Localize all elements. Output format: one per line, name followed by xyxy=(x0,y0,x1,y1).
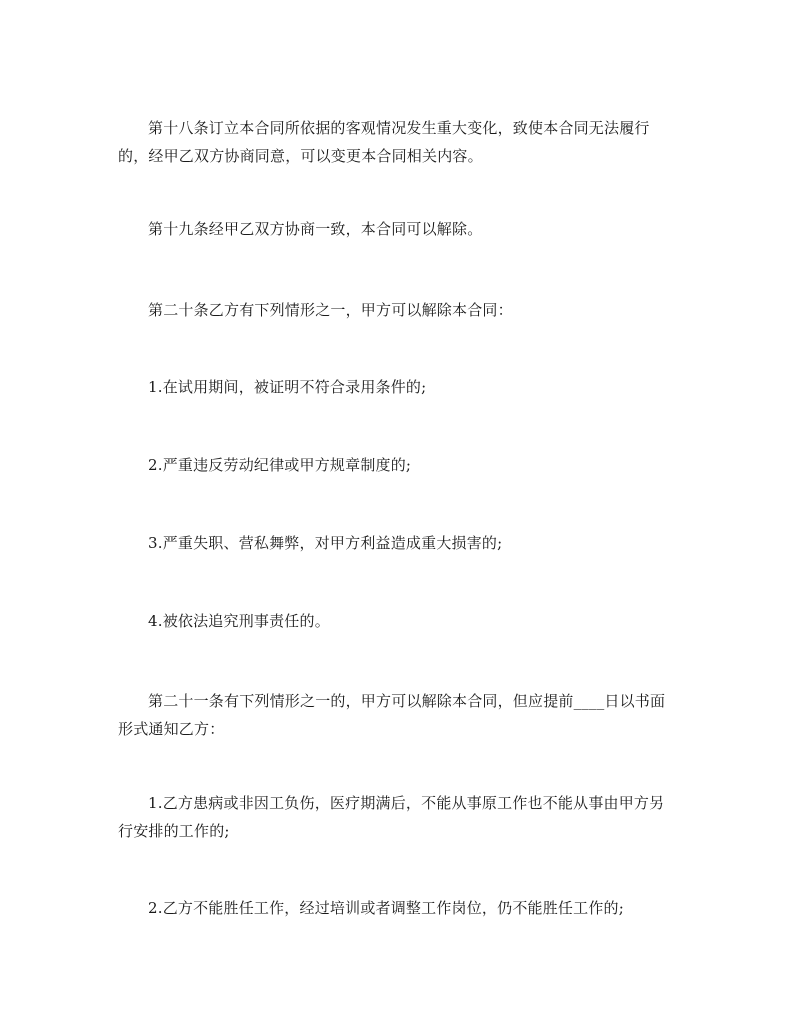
article-19-paragraph: 第十九条经甲乙双方协商一致，本合同可以解除。 xyxy=(148,220,483,238)
article-20-paragraph: 第二十条乙方有下列情形之一，甲方可以解除本合同： xyxy=(148,301,513,319)
article-21-item-2: 2.乙方不能胜任工作，经过培训或者调整工作岗位，仍不能胜任工作的; xyxy=(148,899,624,917)
article-20-item-3: 3.严重失职、营私舞弊，对甲方利益造成重大损害的; xyxy=(148,534,503,552)
article-20-item-4: 4.被依法追究刑事责任的。 xyxy=(148,612,330,630)
article-21-item-1: 1.乙方患病或非因工负伤，医疗期满后，不能从事原工作也不能从事由甲方另行安排的工作的; xyxy=(118,794,665,840)
article-21-paragraph: 第二十一条有下列情形之一的，甲方可以解除本合同，但应提前____日以书面形式通知乙方： xyxy=(118,692,666,738)
article-20-item-1: 1.在试用期间，被证明不符合录用条件的; xyxy=(148,378,427,396)
article-20-item-2: 2.严重违反劳动纪律或甲方规章制度的; xyxy=(148,456,412,474)
article-18-paragraph: 第十八条订立本合同所依据的客观情况发生重大变化，致使本合同无法履行的，经甲乙双方协商同意，可以变更本合同相关内容。 xyxy=(118,119,650,165)
